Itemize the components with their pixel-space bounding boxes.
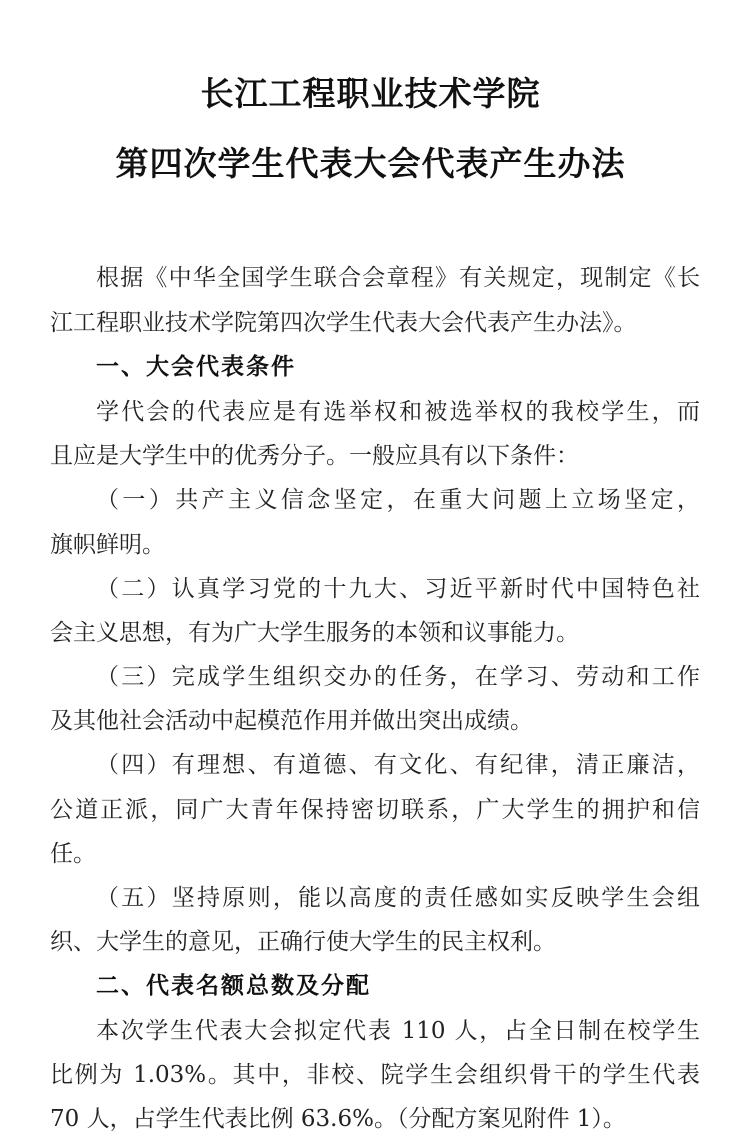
paragraph-line: 本次学生代表大会拟定代表 110 人，占全日制在校学生 xyxy=(96,1018,700,1044)
document-title-line1: 长江工程职业技术学院 xyxy=(200,74,541,113)
paragraph-line: 比例为 1.03%。其中，非校、院学生会组织骨干的学生代表 xyxy=(50,1062,700,1088)
paragraph-line: （二）认真学习党的十九大、习近平新时代中国特色社 xyxy=(96,576,700,602)
section-heading: 二、代表名额总数及分配 xyxy=(96,973,371,999)
section-heading: 一、大会代表条件 xyxy=(96,354,296,380)
intro-line: 江工程职业技术学院第四次学生代表大会代表产生办法》。 xyxy=(50,310,637,336)
document-title-line2: 第四次学生代表大会代表产生办法 xyxy=(115,144,626,183)
paragraph-line: 70 人，占学生代表比例 63.6%。（分配方案见附件 1）。 xyxy=(50,1106,626,1132)
paragraph-line: 织、大学生的意见，正确行使大学生的民主权利。 xyxy=(50,929,556,955)
paragraph-line: （五）坚持原则，能以高度的责任感如实反映学生会组 xyxy=(96,885,700,911)
paragraph-line: 公道正派，同广大青年保持密切联系，广大学生的拥护和信 xyxy=(50,797,700,823)
paragraph-line: 任。 xyxy=(50,841,96,867)
paragraph-line: 及其他社会活动中起模范作用并做出突出成绩。 xyxy=(50,708,533,734)
paragraph-line: 会主义思想，有为广大学生服务的本领和议事能力。 xyxy=(50,620,579,646)
paragraph-line: 旗帜鲜明。 xyxy=(50,532,165,558)
paragraph-line: 且应是大学生中的优秀分子。一般应具有以下条件： xyxy=(50,443,579,469)
paragraph-line: 学代会的代表应是有选举权和被选举权的我校学生，而 xyxy=(96,399,700,425)
paragraph-line: （一）共产主义信念坚定，在重大问题上立场坚定， xyxy=(96,487,700,513)
paragraph-line: （四）有理想、有道德、有文化、有纪律，清正廉洁， xyxy=(96,752,700,778)
intro-line: 根据《中华全国学生联合会章程》有关规定，现制定《长 xyxy=(96,265,700,291)
paragraph-line: （三）完成学生组织交办的任务，在学习、劳动和工作 xyxy=(96,664,700,690)
